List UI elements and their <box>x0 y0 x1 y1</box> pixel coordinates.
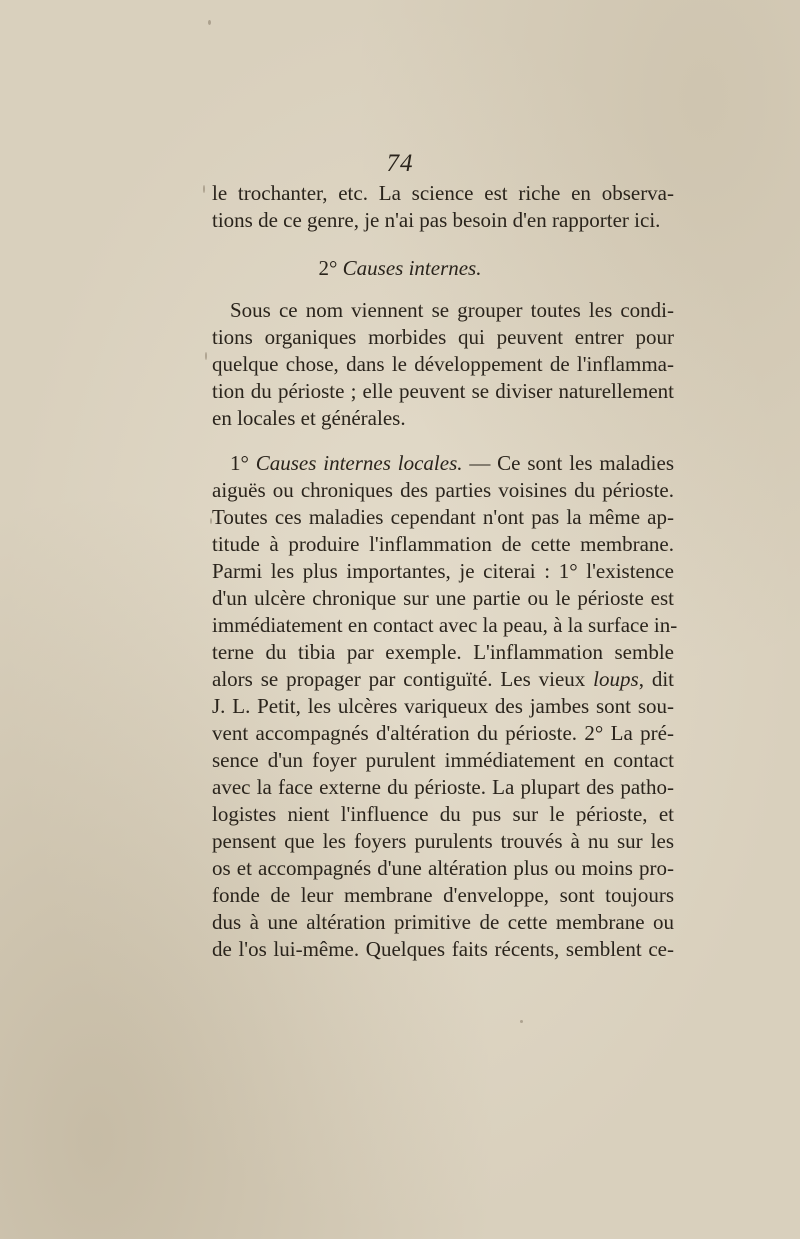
text-fragment: — Ce sont les maladies <box>462 451 674 475</box>
paragraph-continued <box>212 180 674 234</box>
text-line: terne du tibia par exemple. L'inflammation semble <box>212 640 674 664</box>
text-line: aiguës ou chroniques des parties voisines du périoste. <box>212 478 674 502</box>
text-line: vent accompagnés d'altération du périoste. 2° La pré- <box>212 721 674 745</box>
paper-speck <box>520 1020 523 1023</box>
page-number: 74 <box>386 150 414 177</box>
text-line: tions de ce genre, je n'ai pas besoin d'en rapporter ici. <box>212 208 661 232</box>
text-line: dus à une altération primitive de cette membrane ou <box>212 910 674 934</box>
text-line: tion du périoste ; elle peuvent se diviser naturellement <box>212 379 674 403</box>
text-line: d'un ulcère chronique sur une partie ou le périoste est <box>212 586 674 610</box>
heading-number: 2° <box>318 256 338 280</box>
text-fragment: , dit <box>638 667 674 691</box>
paper-speck <box>203 185 205 193</box>
text-line: Sous ce nom viennent se grouper toutes les condi- <box>230 298 674 322</box>
text-line: J. L. Petit, les ulcères variqueux des jambes sont sou- <box>212 694 674 718</box>
text-line: titude à produire l'inflammation de cette membrane. <box>212 532 674 556</box>
text-line: sence d'un foyer purulent immédiatement en contact <box>212 748 674 772</box>
text-line: quelque chose, dans le développement de l'inflamma- <box>212 352 674 376</box>
text-line: logistes nient l'influence du pus sur le périoste, et <box>212 802 674 826</box>
paper-speck <box>208 20 211 25</box>
text-line: de l'os lui-même. Quelques faits récents, semblent ce- <box>212 937 674 961</box>
text-line: tions organiques morbides qui peuvent entrer pour <box>212 325 674 349</box>
text-line <box>212 450 674 477</box>
text-line: pensent que les foyers purulents trouvés à nu sur les <box>212 829 674 853</box>
text-line: Parmi les plus importantes, je citerai : 1° l'existence <box>212 559 674 583</box>
text-line: immédiatement en contact avec la peau, à la surface in- <box>212 613 678 637</box>
heading-title: Causes internes. <box>342 256 482 280</box>
text-line: le trochanter, etc. La science est riche en observa- <box>212 181 674 205</box>
text-line: avec la face externe du périoste. La plupart des patho- <box>212 775 674 799</box>
text-line: fonde de leur membrane d'enveloppe, sont toujours <box>212 883 674 907</box>
subsection-number: 1° <box>230 451 249 475</box>
italic-word: loups <box>593 667 639 691</box>
paper-speck <box>205 352 207 360</box>
text-line: Toutes ces maladies cependant n'ont pas la même ap- <box>212 505 674 529</box>
text-line: os et accompagnés d'une altération plus ou moins pro- <box>212 856 674 880</box>
paragraph-local <box>212 450 678 963</box>
subsection-title: Causes internes locales. <box>255 451 463 475</box>
section-heading <box>0 255 800 282</box>
text-line <box>212 666 674 693</box>
text-fragment: alors se propager par contiguïté. Les vieux <box>212 667 594 691</box>
paragraph-internal <box>212 297 674 432</box>
text-line: en locales et générales. <box>212 406 406 430</box>
